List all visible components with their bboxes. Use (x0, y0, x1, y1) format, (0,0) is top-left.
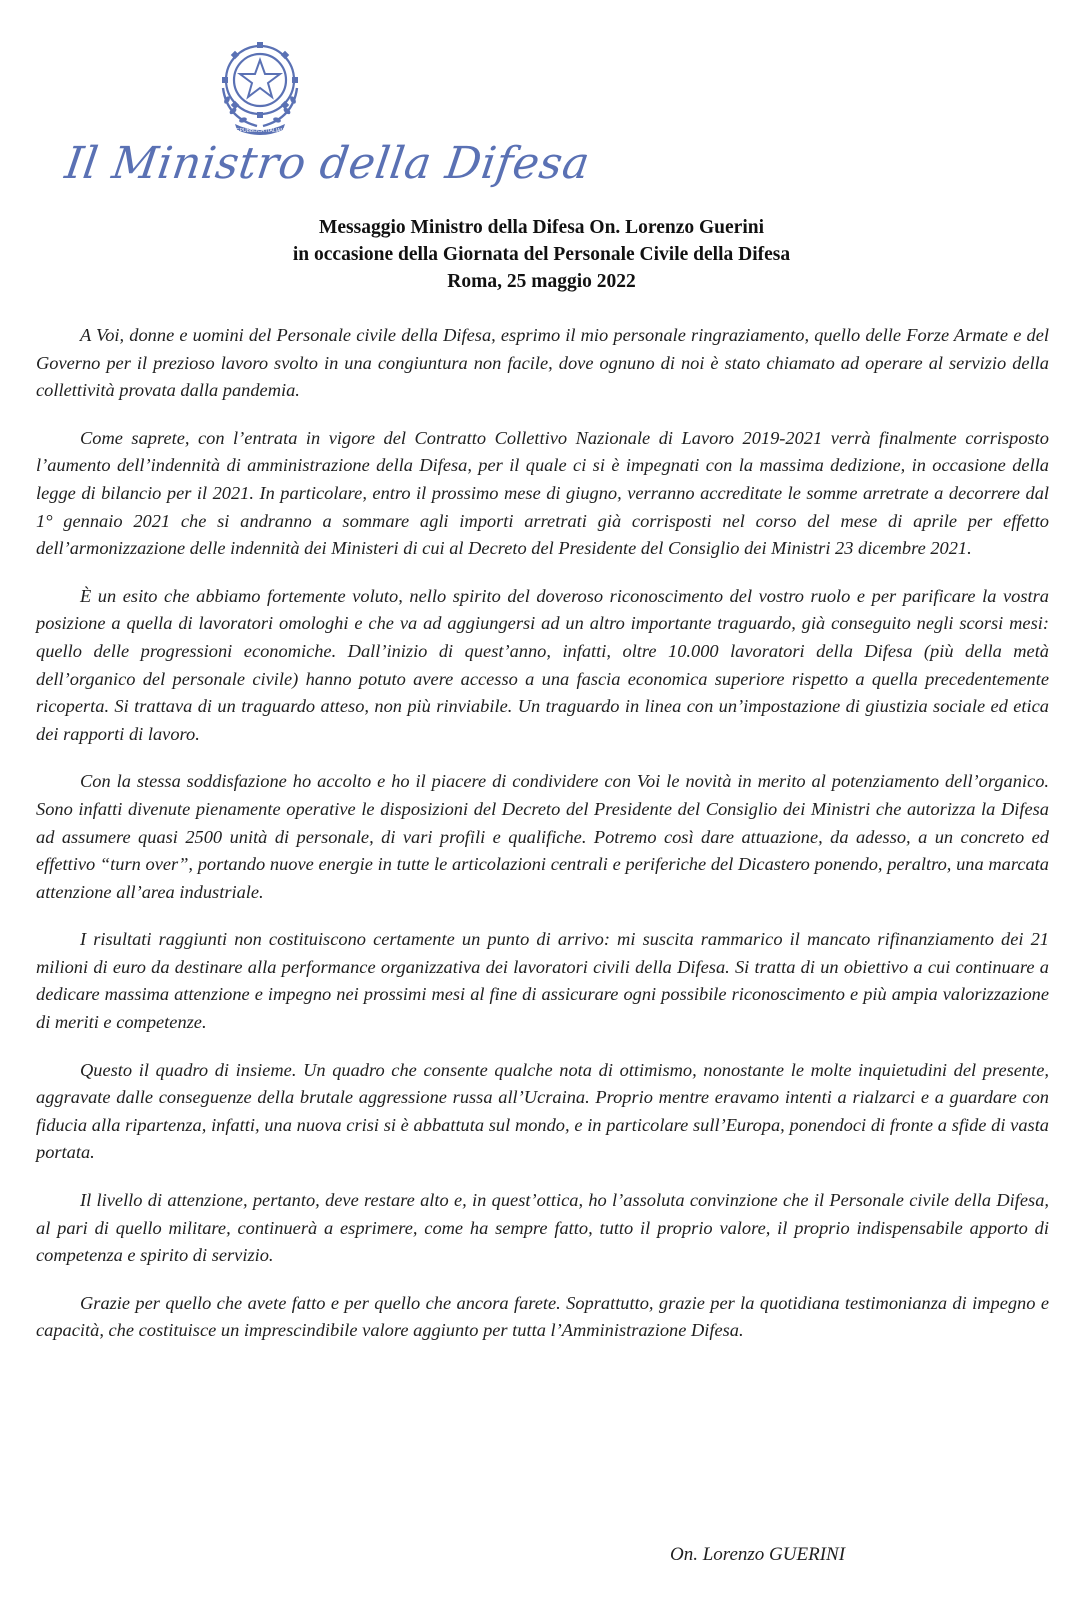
paragraph: Grazie per quello che avete fatto e per quello che ancora farete. Soprattutto, grazie per la quotidiana testimonianza di impegno e capacità, che costituisce un imprescindibile valore aggiunto per tutta l’Amministrazione Difesa. (36, 1292, 1049, 1341)
message-heading (0, 214, 1083, 295)
paragraph: Come saprete, con l’entrata in vigore del Contratto Collettivo Nazionale di Lavoro 2019-2021 verrà finalmente corrisposto l’aumento dell’indennità di amministrazione della Difesa, per il quale ci si è impegnati con la massima dedizione, in occasione della legge di bilancio per il 2021. In particolare, entro il prossimo mese di giugno, verranno accreditate le somme arretrate a decorrere dal 1° gennaio 2021 che si andranno a sommare agli importi arretrati già corrisposti nel corso del mese di aprile per effetto dell’armonizzazione delle indennità dei Ministeri di cui al Decreto del Presidente del Consiglio dei Ministri 23 dicembre 2021. (36, 427, 1049, 559)
italian-republic-emblem-icon (205, 28, 315, 138)
paragraph: Questo il quadro di insieme. Un quadro che consente qualche nota di ottimismo, nonostante le molte inquietudini del presente, aggravate dalle conseguenze della brutale aggressione russa all’Ucraina. Proprio mentre eravamo intenti a rialzarci e a guardare con fiducia alla ripartenza, infatti, una nuova crisi si è abbattuta sul mondo, e in particolare sull’Europa, ponendoci di fronte a sfide di vasta portata. (36, 1059, 1049, 1163)
emblem-ribbon-text: REPUBBLICA ITALIANA (232, 128, 288, 134)
heading-place-date: Roma, 25 maggio 2022 (447, 271, 636, 292)
heading-title: Messaggio Ministro della Difesa On. Lorenzo Guerini (318, 217, 765, 238)
heading-occasion: in occasione della Giornata del Personale Civile della Difesa (292, 244, 791, 265)
office-name: Il Ministro della Difesa (62, 138, 593, 189)
signature: On. Lorenzo GUERINI (670, 1544, 846, 1565)
paragraph: A Voi, donne e uomini del Personale civile della Difesa, esprimo il mio personale ringraziamento, quello delle Forze Armate e del Governo per il prezioso lavoro svolto in una congiuntura non facile, dove ognuno di noi è stato chiamato ad operare al servizio della collettività provata dalla pandemia. (36, 325, 1049, 401)
paragraph: I risultati raggiunti non costituiscono certamente un punto di arrivo: mi suscita rammarico il mancato rifinanziamento dei 21 milioni di euro da destinare alla performance organizzativa dei lavoratori civili della Difesa. Si tratta di un obiettivo a cui continuare a dedicare massima attenzione e impegno nei prossimi mesi al fine di assicurare ogni possibile riconoscimento e più ampia valorizzazione di meriti e competenze. (36, 929, 1049, 1033)
paragraph: È un esito che abbiamo fortemente voluto, nello spirito del doveroso riconoscimento del vostro ruolo e per parificare la vostra posizione a quella di lavoratori omologhi e che va ad aggiungersi ad un altro importante traguardo, già conseguito negli scorsi mesi: quello delle progressioni economiche. Dall’inizio di quest’anno, infatti, oltre 10.000 lavoratori della Difesa (più della metà dell’organico del personale civile) hanno potuto avere accesso a una fascia economica superiore rispetto a quella precedentemente ricoperta. Si trattava di un traguardo atteso, non più rinviabile. Un traguardo in linea con un’impostazione di giustizia sociale ed etica dei rapporti di lavoro. (36, 585, 1049, 744)
letterhead (50, 28, 593, 198)
message-body (36, 322, 1049, 1365)
paragraph: Con la stessa soddisfazione ho accolto e ho il piacere di condividere con Voi le novità in merito al potenziamento dell’organico. Sono infatti divenute pienamente operative le disposizioni del Decreto del Presidente del Consiglio dei Ministri che autorizza la Difesa ad assumere quasi 2500 unità di personale, di vari profili e qualifiche. Potremo così dare attuazione, da adesso, a un concreto ed effettivo “turn over”, portando nuove energie in tutte le articolazioni centrali e periferiche del Dicastero ponendo, peraltro, una marcata attenzione all’area industriale. (36, 771, 1049, 902)
paragraph: Il livello di attenzione, pertanto, deve restare alto e, in quest’ottica, ho l’assoluta convinzione che il Personale civile della Difesa, al pari di quello militare, continuerà a esprimere, come ha sempre fatto, tutto il proprio valore, il proprio indispensabile apporto di competenza e spirito di servizio. (36, 1190, 1049, 1266)
